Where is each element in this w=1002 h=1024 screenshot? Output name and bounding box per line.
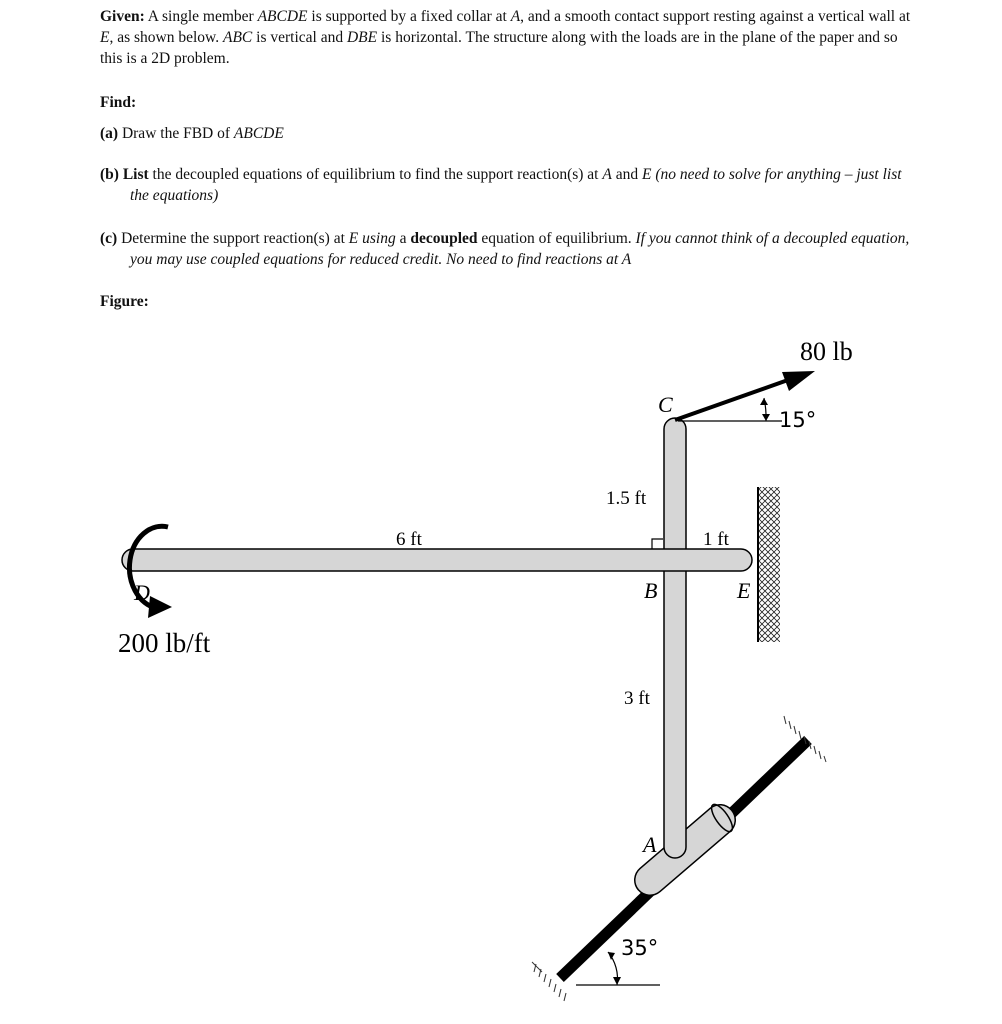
part-b-bold: List — [122, 166, 149, 183]
part-c-tag: (c) — [100, 230, 118, 247]
part-a-member: ABCDE — [233, 125, 284, 142]
right-angle-marker — [652, 539, 663, 549]
part-b-point-a: A — [602, 166, 612, 183]
part-b-note: (no need to solve for anything – just list the equations) — [130, 166, 902, 204]
vertical-member-abc — [664, 418, 686, 858]
given-text: is horizontal. The structure along with the loads are in the plane of the paper and so this is a 2D problem. — [100, 29, 898, 67]
find-label: Find: — [100, 94, 137, 111]
part-c-note: If you cannot think of a decoupled equation, you may use coupled equations for reduced credit. No need to find reactions at A — [130, 230, 910, 268]
point-d-label: D — [134, 580, 150, 605]
given-dbe: DBE — [346, 29, 378, 46]
point-c-label: C — [658, 392, 673, 417]
given-text: , and a smooth contact support resting against a vertical wall at — [520, 8, 911, 25]
force-label: 80 lb — [800, 337, 853, 366]
given-label: Given: — [100, 8, 145, 25]
given-abc: ABC — [222, 29, 253, 46]
rod-ground-hatch-bottom — [532, 962, 566, 1001]
part-c-point-e: E — [348, 230, 359, 247]
rod-angle-label: 35° — [621, 936, 659, 960]
rod-angle-tick-high — [608, 952, 615, 960]
rod-angle-tick-low — [613, 977, 621, 985]
dim-ab-label: 3 ft — [624, 688, 650, 709]
part-b-point-e: E — [641, 166, 652, 183]
part-b-tag: (b) — [100, 166, 119, 183]
given-text: A single member — [144, 8, 258, 25]
given-point-e: E — [100, 29, 110, 46]
part-a-tag: (a) — [100, 125, 119, 142]
dim-be-label: 1 ft — [703, 529, 729, 550]
dim-bc-label: 1.5 ft — [606, 488, 647, 509]
part-c-text: a — [395, 230, 411, 247]
moment-arrow-head — [148, 596, 172, 618]
part-a-text: Draw the FBD of — [118, 125, 234, 142]
part-c-using: using — [358, 230, 396, 247]
horizontal-member-dbe — [122, 549, 752, 571]
part-c-text: Determine the support reaction(s) at — [117, 230, 349, 247]
force-arrow-shaft — [675, 380, 788, 420]
part-b-text: the decoupled equations of equilibrium to find the support reaction(s) at — [148, 166, 603, 183]
wall-hatch — [758, 487, 780, 642]
force-angle-label: 15° — [779, 408, 817, 432]
moment-label: 200 lb/ft — [118, 628, 211, 658]
part-b-and: and — [611, 166, 642, 183]
given-point-a: A — [510, 8, 521, 25]
point-a-label: A — [643, 832, 657, 857]
part-c-bold: decoupled — [410, 230, 478, 247]
dim-de-label: 6 ft — [396, 529, 422, 550]
given-text: is vertical and — [252, 29, 347, 46]
given-text: , as shown below. — [109, 29, 223, 46]
point-b-label: B — [644, 578, 658, 603]
figure-heading-label: Figure: — [100, 293, 149, 310]
part-c-text: equation of equilibrium. — [477, 230, 636, 247]
force-arrow-head — [782, 371, 815, 391]
force-angle-tick-low — [762, 414, 770, 421]
point-e-label: E — [737, 578, 751, 603]
given-member: ABCDE — [257, 8, 308, 25]
force-angle-tick-high — [760, 398, 768, 405]
given-text: is supported by a fixed collar at — [307, 8, 511, 25]
joint-b — [665, 550, 685, 570]
